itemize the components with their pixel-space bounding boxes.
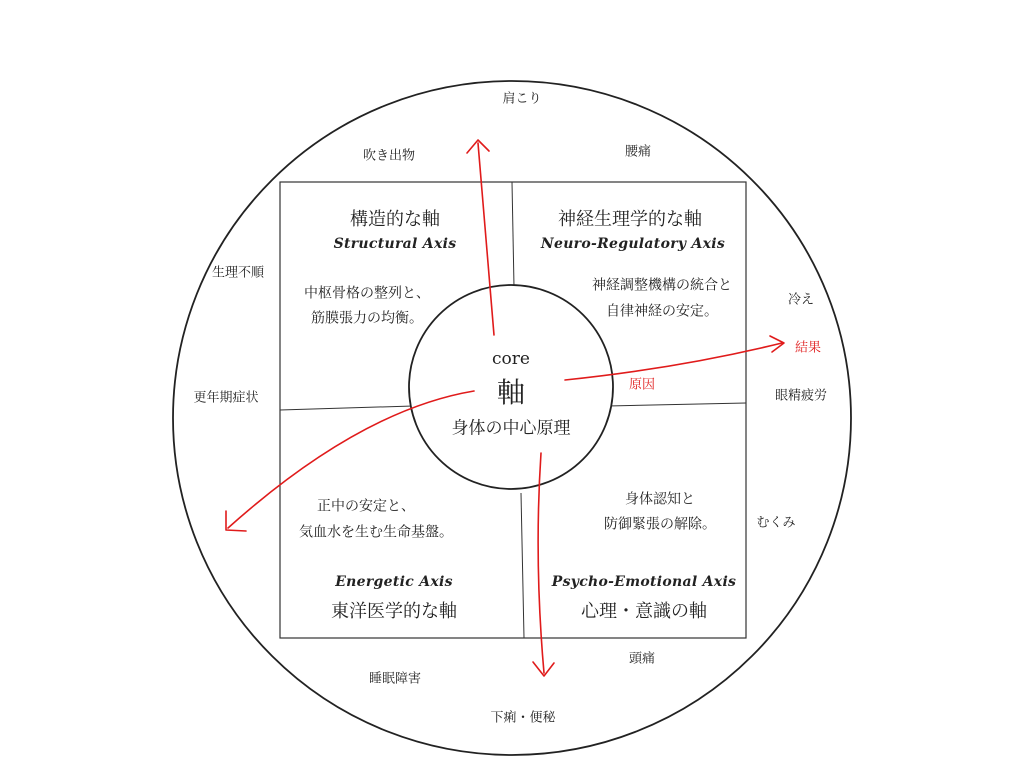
symptom-zutsuu: 頭痛 [628,651,656,667]
divider-right [608,403,746,406]
symptom-katakori: 肩こり [502,91,542,107]
symptom-kounenki: 更年期症状 [193,390,259,406]
psycho-axis-desc-1: 身体認知と [625,491,695,508]
structural-axis-desc-1: 中枢骨格の整列と、 [304,285,430,302]
psycho-axis-title-en: Psycho-Emotional Axis [551,574,737,590]
structural-axis-title-en: Structural Axis [333,236,457,252]
arrow-down [538,453,544,673]
symptom-seiri-fujun: 生理不順 [211,265,265,281]
psycho-axis-desc-2: 防御緊張の解除。 [604,516,716,533]
divider-bottom [521,493,524,638]
energetic-axis-title-en: Energetic Axis [335,574,453,590]
neuro-axis-title-en: Neuro-Regulatory Axis [540,236,726,252]
psycho-axis-title: 心理・意識の軸 [581,601,707,622]
neuro-axis-desc-1: 神経調整機構の統合と [592,277,732,294]
symptom-ganseihirou: 眼精疲労 [774,388,828,404]
annotation-cause: 原因 [628,377,656,393]
core-label-en: core [492,349,530,369]
energetic-axis-title: 東洋医学的な軸 [331,601,457,622]
symptom-geri-benpi: 下痢・便秘 [490,710,556,726]
neuro-axis-desc-2: 自律神経の安定。 [606,303,718,320]
energetic-axis-desc-1: 正中の安定と、 [317,498,415,515]
symptom-mukumi: むくみ [756,515,796,531]
symptom-hie: 冷え [787,292,815,308]
core-label-main: 軸 [496,376,526,409]
annotation-result: 結果 [794,340,822,356]
structural-axis-title: 構造的な軸 [350,209,440,230]
divider-top [512,182,514,287]
core-label-sub: 身体の中心原理 [451,418,571,439]
symptom-suiminshougai: 睡眠障害 [368,671,422,687]
symptom-fukidemono: 吹き出物 [362,148,416,164]
divider-left [280,406,413,410]
energetic-axis-desc-2: 気血水を生む生命基盤。 [299,524,453,541]
symptom-youtsuu: 腰痛 [624,144,652,160]
neuro-axis-title: 神経生理学的な軸 [558,209,702,230]
structural-axis-desc-2: 筋膜張力の均衡。 [311,310,423,327]
